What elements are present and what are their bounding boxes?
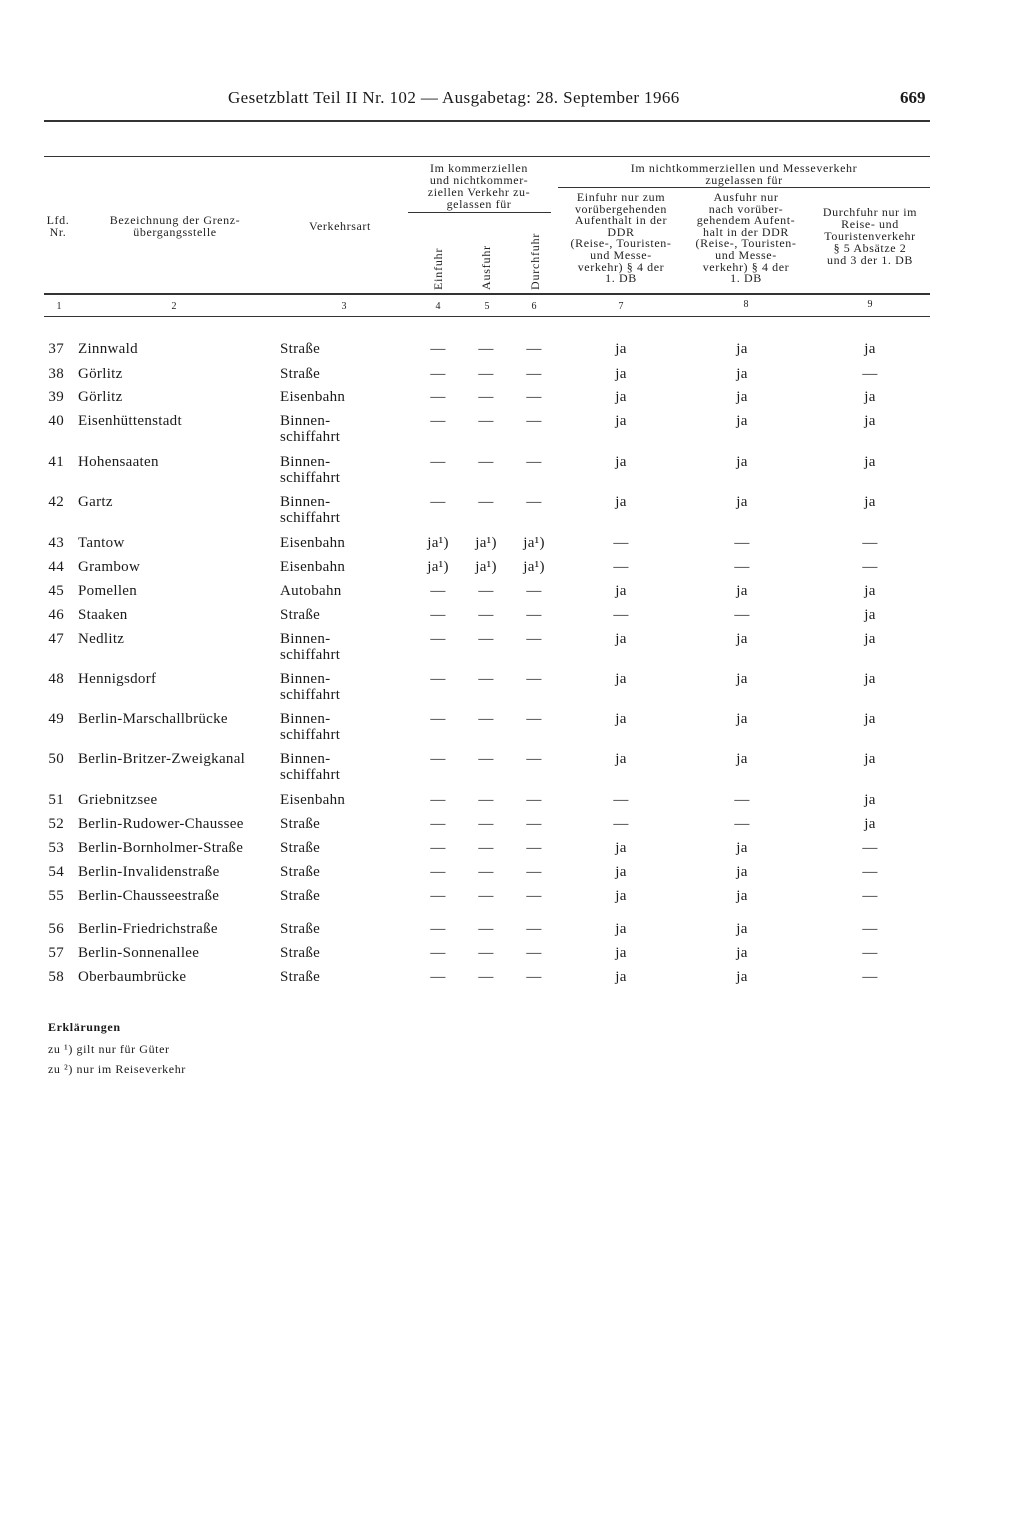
cell-c5: — — [478, 366, 494, 382]
cell-c9: — — [862, 888, 878, 904]
crossing-name: Görlitz — [78, 389, 123, 405]
cell-c6: — — [526, 792, 542, 808]
crossing-name: Hennigsdorf — [78, 671, 157, 687]
header-verkehrsart: Verkehrsart — [309, 219, 371, 233]
cell-c4: — — [430, 607, 446, 623]
cell-c8: ja — [736, 454, 748, 470]
crossing-name: Nedlitz — [78, 631, 125, 647]
row-number: 53 — [48, 840, 64, 856]
cell-c8: ja — [736, 840, 748, 856]
crossing-name: Pomellen — [78, 583, 138, 599]
cell-c4: — — [430, 389, 446, 405]
row-number: 47 — [48, 631, 64, 647]
cell-c4: ja¹) — [427, 535, 449, 551]
cell-c8: ja — [736, 631, 748, 647]
header-durchfuhr: Durchfuhr — [528, 232, 542, 290]
cell-c6: ja¹) — [523, 535, 545, 551]
cell-c7: ja — [615, 671, 627, 687]
cell-c5: — — [478, 864, 494, 880]
cell-c6: ja¹) — [523, 559, 545, 575]
cell-c7: ja — [615, 888, 627, 904]
crossing-name: Gartz — [78, 494, 113, 510]
cell-c9: — — [862, 366, 878, 382]
cell-c7: ja — [615, 413, 627, 429]
cell-c9: ja — [864, 341, 876, 357]
cell-c4: — — [430, 454, 446, 470]
cell-c8: — — [734, 535, 750, 551]
cell-c6: — — [526, 711, 542, 727]
cell-c9: — — [862, 559, 878, 575]
colnum-5: 5 — [484, 301, 490, 312]
cell-c6: — — [526, 413, 542, 429]
row-number: 42 — [48, 494, 64, 510]
cell-c5: ja¹) — [475, 559, 497, 575]
row-number: 51 — [48, 792, 64, 808]
cell-c4: — — [430, 792, 446, 808]
traffic-type: Straße — [280, 921, 321, 937]
traffic-type: Binnen- — [280, 413, 331, 429]
row-number: 55 — [48, 888, 64, 904]
header-lfd: Lfd. Nr. — [46, 213, 70, 239]
crossing-name: Berlin-Friedrichstraße — [78, 921, 218, 937]
cell-c5: — — [478, 751, 494, 767]
cell-c7: — — [613, 607, 629, 623]
cell-c5: — — [478, 816, 494, 832]
cell-c8: ja — [736, 494, 748, 510]
traffic-type: schiffahrt — [280, 429, 341, 445]
traffic-type: Binnen- — [280, 494, 331, 510]
colnum-6: 6 — [531, 301, 537, 312]
cell-c5: — — [478, 888, 494, 904]
cell-c8: ja — [736, 389, 748, 405]
cell-c5: — — [478, 413, 494, 429]
header-col8: Ausfuhr nur nach vorüber- gehendem Aufent- halt in der DDR (Reise-, Touristen- und Messe- verkehr) § 4 der 1. DB — [695, 190, 797, 286]
cell-c8: ja — [736, 583, 748, 599]
cell-c6: — — [526, 341, 542, 357]
traffic-type: schiffahrt — [280, 647, 341, 663]
cell-c9: ja — [864, 494, 876, 510]
cell-c6: — — [526, 751, 542, 767]
traffic-type: Straße — [280, 840, 321, 856]
cell-c4: — — [430, 864, 446, 880]
cell-c9: — — [862, 535, 878, 551]
row-number: 57 — [48, 945, 64, 961]
cell-c7: ja — [615, 454, 627, 470]
cell-c4: — — [430, 969, 446, 985]
cell-c6: — — [526, 969, 542, 985]
row-number: 44 — [48, 559, 64, 575]
row-number: 50 — [48, 751, 64, 767]
row-number: 46 — [48, 607, 64, 623]
cell-c6: — — [526, 671, 542, 687]
cell-c6: — — [526, 389, 542, 405]
group-rule-right — [558, 187, 930, 188]
header-bottom-rule — [44, 293, 930, 295]
traffic-type: Straße — [280, 969, 321, 985]
colnum-4: 4 — [435, 301, 441, 312]
cell-c9: ja — [864, 751, 876, 767]
header-bezeichnung: Bezeichnung der Grenz- übergangsstelle — [109, 213, 241, 239]
cell-c4: — — [430, 711, 446, 727]
cell-c5: — — [478, 969, 494, 985]
cell-c8: — — [734, 816, 750, 832]
header-einfuhr: Einfuhr — [431, 247, 445, 290]
cell-c9: ja — [864, 607, 876, 623]
cell-c8: ja — [736, 921, 748, 937]
cell-c7: ja — [615, 840, 627, 856]
crossing-name: Berlin-Britzer-Zweigkanal — [78, 751, 246, 767]
cell-c6: — — [526, 454, 542, 470]
row-number: 40 — [48, 413, 64, 429]
cell-c5: — — [478, 945, 494, 961]
cell-c8: ja — [736, 751, 748, 767]
header-nichtkommerziell-group: Im nichtkommerziellen und Messeverkehr zugelassen für — [630, 161, 858, 187]
cell-c6: — — [526, 494, 542, 510]
cell-c5: — — [478, 454, 494, 470]
crossing-name: Oberbaumbrücke — [78, 969, 187, 985]
colnum-2: 2 — [171, 301, 177, 312]
cell-c8: — — [734, 607, 750, 623]
cell-c5: — — [478, 711, 494, 727]
cell-c7: ja — [615, 631, 627, 647]
cell-c4: — — [430, 671, 446, 687]
crossing-name: Eisenhüttenstadt — [78, 413, 182, 429]
cell-c4: ja¹) — [427, 559, 449, 575]
cell-c8: ja — [736, 864, 748, 880]
cell-c4: — — [430, 341, 446, 357]
cell-c6: — — [526, 840, 542, 856]
cell-c8: ja — [736, 413, 748, 429]
cell-c6: — — [526, 816, 542, 832]
colnum-bottom-rule — [44, 316, 930, 317]
crossing-name: Berlin-Chausseestraße — [78, 888, 220, 904]
row-number: 58 — [48, 969, 64, 985]
cell-c4: — — [430, 751, 446, 767]
traffic-type: Binnen- — [280, 454, 331, 470]
cell-c7: ja — [615, 583, 627, 599]
crossing-name: Staaken — [78, 607, 128, 623]
cell-c8: ja — [736, 969, 748, 985]
cell-c9: — — [862, 840, 878, 856]
crossing-name: Berlin-Bornholmer-Straße — [78, 840, 244, 856]
colnum-1: 1 — [56, 301, 62, 312]
cell-c9: — — [862, 945, 878, 961]
traffic-type: Binnen- — [280, 711, 331, 727]
cell-c8: ja — [736, 341, 748, 357]
cell-c9: ja — [864, 454, 876, 470]
traffic-type: Binnen- — [280, 751, 331, 767]
cell-c9: ja — [864, 711, 876, 727]
traffic-type: Straße — [280, 945, 321, 961]
crossing-name: Zinnwald — [78, 341, 138, 357]
cell-c6: — — [526, 631, 542, 647]
cell-c6: — — [526, 921, 542, 937]
colnum-3: 3 — [341, 301, 347, 312]
cell-c4: — — [430, 631, 446, 647]
row-number: 41 — [48, 454, 64, 470]
cell-c7: ja — [615, 341, 627, 357]
traffic-type: Straße — [280, 607, 321, 623]
cell-c5: — — [478, 840, 494, 856]
row-number: 52 — [48, 816, 64, 832]
row-number: 56 — [48, 921, 64, 937]
row-number: 48 — [48, 671, 64, 687]
cell-c4: — — [430, 888, 446, 904]
traffic-type: Straße — [280, 888, 321, 904]
cell-c9: ja — [864, 631, 876, 647]
cell-c4: — — [430, 494, 446, 510]
row-number: 43 — [48, 535, 64, 551]
crossing-name: Berlin-Marschallbrücke — [78, 711, 228, 727]
traffic-type: Eisenbahn — [280, 535, 346, 551]
cell-c8: ja — [736, 671, 748, 687]
cell-c9: — — [862, 969, 878, 985]
crossing-name: Berlin-Rudower-Chaussee — [78, 816, 244, 832]
cell-c6: — — [526, 583, 542, 599]
group-rule-left — [408, 212, 551, 213]
crossing-name: Berlin-Invalidenstraße — [78, 864, 220, 880]
row-number: 49 — [48, 711, 64, 727]
cell-c7: ja — [615, 711, 627, 727]
cell-c4: — — [430, 583, 446, 599]
cell-c6: — — [526, 366, 542, 382]
cell-c8: — — [734, 559, 750, 575]
cell-c9: — — [862, 921, 878, 937]
table-top-rule — [44, 156, 930, 157]
cell-c7: ja — [615, 864, 627, 880]
traffic-type: Binnen- — [280, 631, 331, 647]
cell-c7: ja — [615, 921, 627, 937]
cell-c7: ja — [615, 494, 627, 510]
cell-c4: — — [430, 366, 446, 382]
cell-c6: — — [526, 945, 542, 961]
crossing-name: Tantow — [78, 535, 125, 551]
traffic-type: Eisenbahn — [280, 559, 346, 575]
header-col7: Einfuhr nur zum vorübergehenden Aufenthalt in der DDR (Reise-, Touristen- und Messe- verkehr) § 4 der 1. DB — [570, 190, 672, 286]
cell-c5: — — [478, 921, 494, 937]
cell-c6: — — [526, 888, 542, 904]
cell-c5: — — [478, 671, 494, 687]
cell-c7: ja — [615, 945, 627, 961]
header-rule — [44, 120, 930, 122]
crossing-name: Görlitz — [78, 366, 123, 382]
colnum-7: 7 — [618, 301, 624, 312]
cell-c4: — — [430, 945, 446, 961]
cell-c7: — — [613, 535, 629, 551]
cell-c8: ja — [736, 366, 748, 382]
crossing-name: Berlin-Sonnenallee — [78, 945, 200, 961]
traffic-type: schiffahrt — [280, 510, 341, 526]
page-number: 669 — [900, 88, 926, 107]
crossing-name: Grambow — [78, 559, 141, 575]
cell-c6: — — [526, 864, 542, 880]
colnum-8: 8 — [743, 299, 749, 310]
traffic-type: schiffahrt — [280, 470, 341, 486]
cell-c7: — — [613, 792, 629, 808]
header-kommerziell-group: Im kommerziellen und nichtkommer- ziellen Verkehr zu- gelassen für — [427, 161, 531, 211]
cell-c7: ja — [615, 389, 627, 405]
cell-c9: ja — [864, 816, 876, 832]
cell-c5: — — [478, 494, 494, 510]
row-number: 37 — [48, 341, 64, 357]
cell-c7: — — [613, 559, 629, 575]
crossing-name: Hohensaaten — [78, 454, 159, 470]
header-col9: Durchfuhr nur im Reise- und Touristenverkehr § 5 Absätze 2 und 3 der 1. DB — [822, 205, 918, 267]
row-number: 54 — [48, 864, 64, 880]
traffic-type: schiffahrt — [280, 767, 341, 783]
header-ausfuhr: Ausfuhr — [479, 245, 493, 290]
cell-c5: — — [478, 341, 494, 357]
traffic-type: Straße — [280, 366, 321, 382]
traffic-type: Straße — [280, 341, 321, 357]
cell-c4: — — [430, 921, 446, 937]
cell-c8: ja — [736, 888, 748, 904]
cell-c7: ja — [615, 751, 627, 767]
cell-c4: — — [430, 840, 446, 856]
colnum-9: 9 — [867, 299, 873, 310]
cell-c9: ja — [864, 792, 876, 808]
row-number: 38 — [48, 366, 64, 382]
note-item: zu ²) nur im Reiseverkehr — [48, 1062, 186, 1076]
cell-c8: ja — [736, 945, 748, 961]
cell-c5: — — [478, 389, 494, 405]
cell-c9: ja — [864, 413, 876, 429]
traffic-type: Eisenbahn — [280, 792, 346, 808]
cell-c9: — — [862, 864, 878, 880]
cell-c8: ja — [736, 711, 748, 727]
crossing-name: Griebnitzsee — [78, 792, 158, 808]
cell-c5: — — [478, 607, 494, 623]
cell-c8: — — [734, 792, 750, 808]
cell-c7: ja — [615, 366, 627, 382]
cell-c5: — — [478, 583, 494, 599]
cell-c7: — — [613, 816, 629, 832]
cell-c5: — — [478, 631, 494, 647]
row-number: 45 — [48, 583, 64, 599]
notes-title: Erklärungen — [48, 1020, 121, 1034]
traffic-type: Autobahn — [280, 583, 342, 599]
cell-c7: ja — [615, 969, 627, 985]
cell-c6: — — [526, 607, 542, 623]
traffic-type: schiffahrt — [280, 687, 341, 703]
note-item: zu ¹) gilt nur für Güter — [48, 1042, 170, 1056]
traffic-type: Straße — [280, 864, 321, 880]
traffic-type: Binnen- — [280, 671, 331, 687]
traffic-type: schiffahrt — [280, 727, 341, 743]
cell-c9: ja — [864, 583, 876, 599]
row-number: 39 — [48, 389, 64, 405]
traffic-type: Straße — [280, 816, 321, 832]
cell-c5: ja¹) — [475, 535, 497, 551]
cell-c9: ja — [864, 389, 876, 405]
cell-c5: — — [478, 792, 494, 808]
cell-c4: — — [430, 413, 446, 429]
cell-c4: — — [430, 816, 446, 832]
cell-c9: ja — [864, 671, 876, 687]
traffic-type: Eisenbahn — [280, 389, 346, 405]
page-header-title: Gesetzblatt Teil II Nr. 102 — Ausgabetag: 28. September 1966 — [228, 88, 680, 107]
